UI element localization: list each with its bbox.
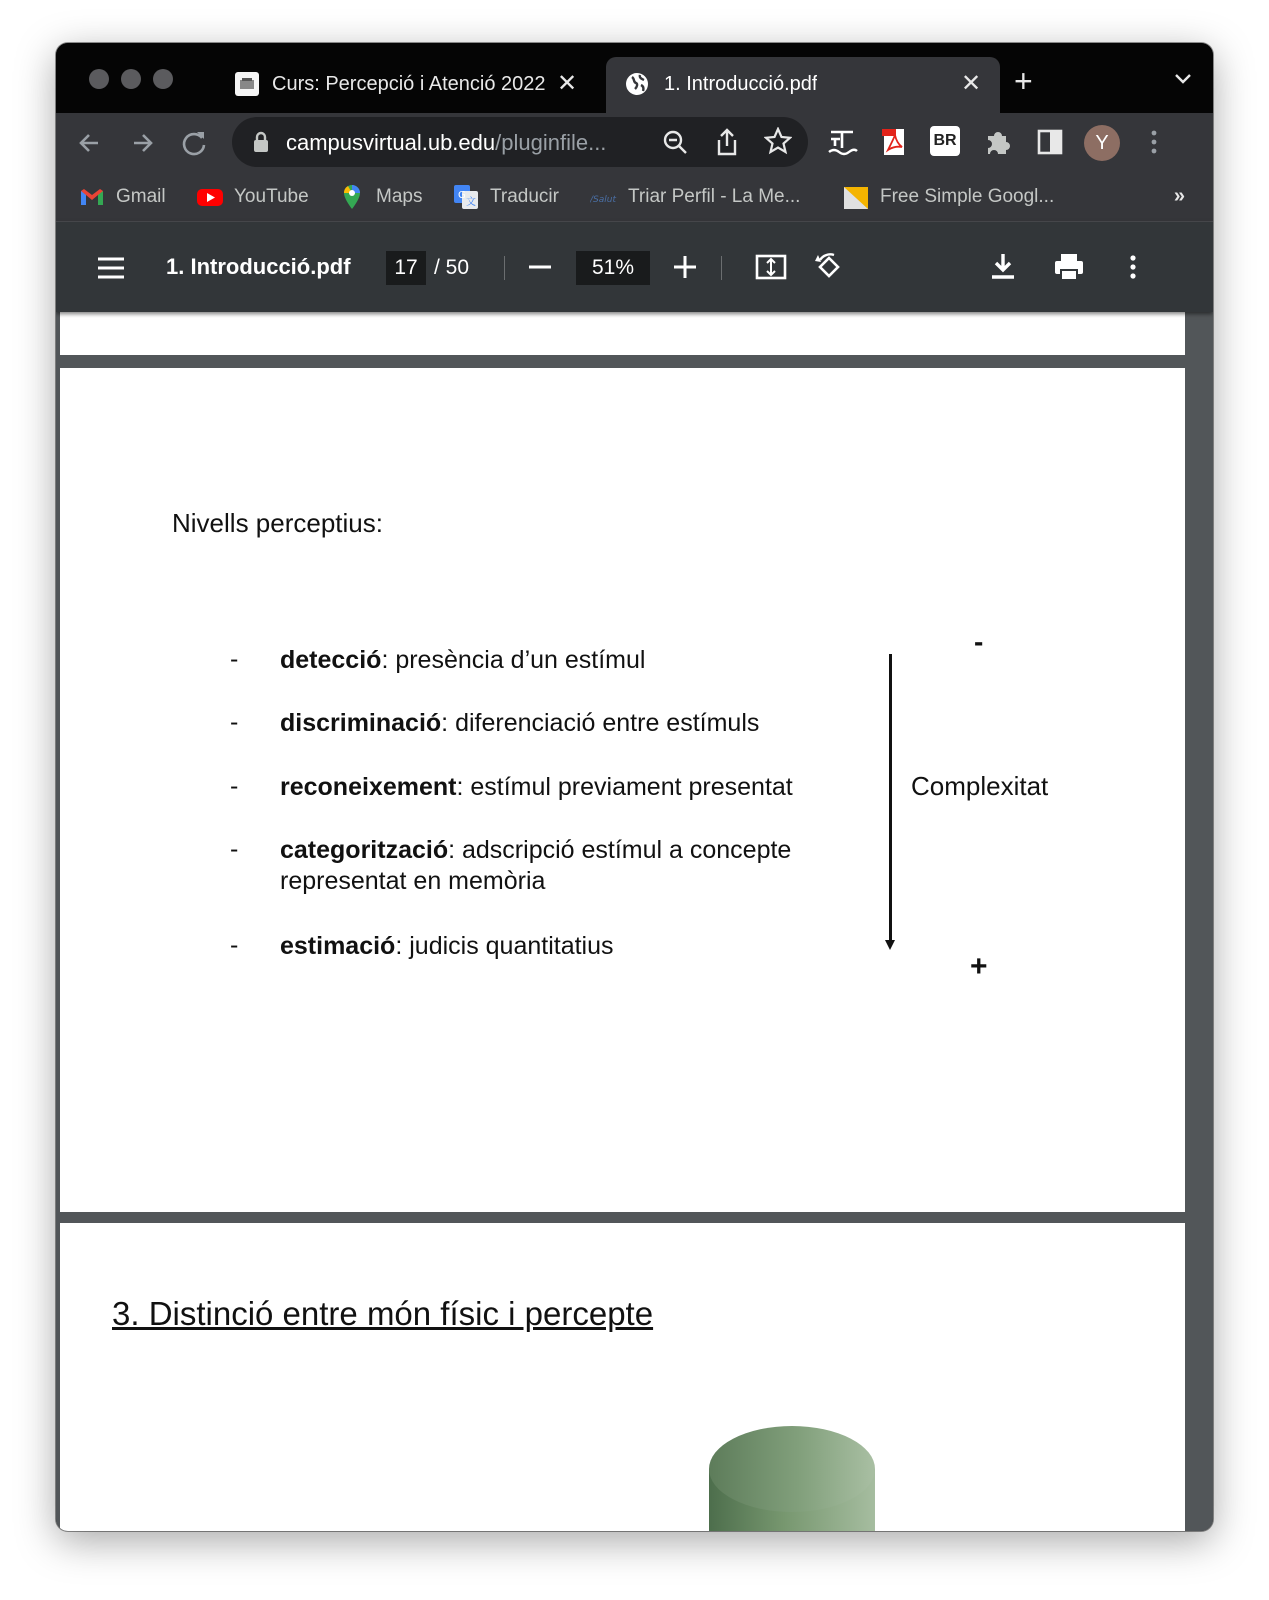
pdf-file-title: 1. Introducció.pdf	[166, 254, 351, 279]
level-text	[280, 772, 840, 803]
level-description: : diferenciació entre estímuls	[441, 709, 760, 737]
br-extension-icon[interactable]: BR	[930, 126, 960, 156]
moodle-favicon-icon	[234, 71, 260, 97]
close-window-button[interactable]	[89, 69, 109, 89]
bookmark-triar-perfil[interactable]	[590, 181, 800, 213]
slide-title: Nivells perceptius:	[172, 508, 383, 538]
download-icon[interactable]	[986, 250, 1020, 284]
tab-search-chevron-icon[interactable]	[1173, 69, 1193, 89]
tab-title: Curs: Percepció i Atenció 2022	[272, 73, 546, 95]
slides-icon	[842, 183, 870, 211]
pdf-page-17	[60, 368, 1185, 1212]
gmail-icon	[78, 183, 106, 211]
toolbar-separator	[504, 256, 505, 280]
complexity-arrow	[889, 654, 892, 944]
bullet-dash: -	[230, 708, 239, 736]
level-description: : presència d’un estímul	[381, 646, 646, 674]
youtube-icon	[196, 183, 224, 211]
tab-pdf[interactable]	[606, 57, 1000, 113]
zoom-out-icon[interactable]	[523, 250, 557, 284]
pdf-more-options-icon[interactable]	[1116, 250, 1150, 284]
tab-title: 1. Introducció.pdf	[664, 73, 818, 95]
bookmark-label: Traducir	[490, 186, 559, 207]
tab-strip	[56, 43, 1213, 113]
pdf-page-18	[60, 1223, 1185, 1531]
zoom-in-icon[interactable]	[668, 250, 702, 284]
tab-close-button[interactable]: ✕	[960, 70, 982, 97]
extensions-puzzle-icon[interactable]	[982, 126, 1014, 158]
translate-icon	[452, 183, 480, 211]
section-heading: 3. Distinció entre món físic i percepte	[112, 1295, 654, 1332]
level-description: : estímul previament presentat	[456, 773, 793, 801]
tab-close-button[interactable]: ✕	[556, 70, 578, 97]
browser-menu-icon[interactable]	[1138, 126, 1170, 158]
bookmark-label: Gmail	[116, 186, 166, 207]
pdf-viewer[interactable]	[56, 312, 1213, 1531]
bookmark-free-simple[interactable]	[842, 181, 1054, 213]
back-icon[interactable]	[74, 127, 106, 159]
level-text	[280, 708, 840, 739]
zoom-level-input[interactable]: 51%	[576, 251, 650, 285]
bookmark-star-icon[interactable]	[764, 127, 792, 155]
level-description: : adscripció estímul a concepte representat en memòria	[280, 836, 792, 895]
bullet-dash: -	[230, 835, 239, 863]
browser-toolbar	[56, 113, 1213, 173]
zoom-window-button[interactable]	[153, 69, 173, 89]
globe-icon	[624, 71, 650, 97]
svg-text:/Salut: /Salut	[590, 195, 616, 205]
tab-course[interactable]	[216, 57, 596, 113]
svg-text:文: 文	[466, 197, 476, 208]
more-bookmarks-button[interactable]: »	[1173, 185, 1185, 207]
toolbar-separator	[721, 256, 722, 280]
rotate-icon[interactable]	[812, 250, 846, 284]
bookmark-label: Triar Perfil - La Me...	[628, 186, 801, 207]
reload-icon[interactable]	[178, 127, 210, 159]
level-description: : judicis quantitatius	[395, 932, 614, 960]
page-number-input[interactable]: 17	[386, 251, 426, 285]
level-text	[280, 835, 840, 897]
forward-icon[interactable]	[126, 127, 158, 159]
level-term: estimació	[280, 932, 396, 960]
level-term: detecció	[280, 646, 382, 674]
print-icon[interactable]	[1052, 250, 1086, 284]
scale-max-label: +	[970, 950, 988, 983]
svg-text:G: G	[458, 190, 466, 201]
level-text	[280, 645, 840, 676]
bookmark-translate[interactable]	[452, 181, 559, 213]
url-path: /pluginfile...	[495, 130, 607, 155]
new-tab-button[interactable]: +	[1014, 63, 1033, 99]
scale-min-label: -	[974, 626, 984, 657]
salut-icon	[590, 183, 618, 211]
side-panel-icon[interactable]	[1034, 126, 1066, 158]
pdf-menu-icon[interactable]	[96, 255, 126, 281]
bookmark-label: Free Simple Googl...	[880, 186, 1055, 207]
profile-avatar[interactable]: Y	[1084, 125, 1120, 161]
maps-icon	[338, 183, 366, 211]
bookmark-maps[interactable]	[338, 181, 422, 213]
level-term: categorització	[280, 836, 449, 864]
bullet-dash: -	[230, 931, 239, 959]
complexity-arrowhead	[885, 940, 895, 950]
bookmarks-bar	[56, 173, 1213, 222]
bookmark-gmail[interactable]	[78, 181, 166, 213]
url-domain: campusvirtual.ub.edu	[286, 130, 496, 155]
fit-to-page-icon[interactable]	[754, 250, 788, 284]
level-term: reconeixement	[280, 773, 457, 801]
page-total: / 50	[434, 256, 470, 279]
minimize-window-button[interactable]	[121, 69, 141, 89]
browser-window	[56, 43, 1213, 1531]
bullet-dash: -	[230, 645, 239, 673]
pdf-page-16	[60, 312, 1185, 355]
cylinder-top	[709, 1426, 875, 1512]
bullet-dash: -	[230, 772, 239, 800]
lock-icon[interactable]	[252, 131, 270, 153]
complexity-label: Complexitat	[911, 771, 1049, 801]
share-icon[interactable]	[714, 127, 740, 157]
address-bar[interactable]	[232, 117, 808, 167]
pdf-toolbar	[56, 222, 1213, 312]
languagetool-extension-icon[interactable]	[826, 126, 858, 158]
level-text	[280, 931, 840, 962]
zoom-magnifier-icon[interactable]	[662, 129, 688, 155]
url-text	[286, 130, 646, 156]
acrobat-extension-icon[interactable]	[878, 126, 910, 158]
bookmark-youtube[interactable]	[196, 181, 309, 213]
bookmark-label: YouTube	[234, 186, 309, 207]
level-term: discriminació	[280, 709, 442, 737]
bookmark-label: Maps	[376, 186, 423, 207]
